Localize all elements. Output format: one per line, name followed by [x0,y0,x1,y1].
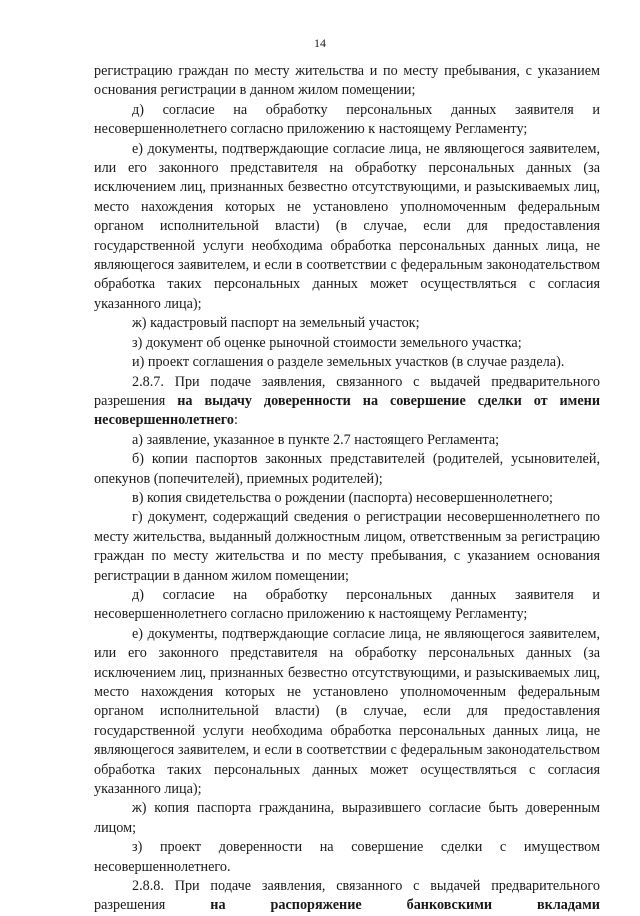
paragraph: ж) копия паспорта гражданина, выразившего согласие быть доверенным лицом; [94,800,600,836]
paragraph-tail: : [233,412,238,429]
document-body [94,62,600,916]
page-number: 14 [314,36,326,50]
paragraph: е) документы, подтверждающие согласие лица, не являющегося заявителем, или его законного представителя на обработку персональных данных (за исключением лиц, признанных безвестно отсутствующими, и разыскиваемых лиц, место нахождения которых не установлено уполномоченным федеральным органом исполнительной власти) (в случае, если для предоставления государственной услуги необходима обработка персональных данных лица, не являющегося заявителем, и если в соответствии с федеральным законодательством обработка таких персональных данных может осуществляться с согласия указанного лица); [94,625,600,798]
paragraph: а) заявление, указанное в пункте 2.7 настоящего Регламента; [132,431,500,448]
paragraph: е) документы, подтверждающие согласие лица, не являющегося заявителем, или его законного представителя на обработку персональных данных (за исключением лиц, признанных безвестно отсутствующими, и разыскиваемых лиц, место нахождения которых не установлено уполномоченным федеральным органом исполнительной власти) (в случае, если для предоставления государственной услуги необходима обработка персональных данных лица, не являющегося заявителем, и если в соответствии с федеральным законодательством обработка таких персональных данных может осуществляться с согласия указанного лица); [94,140,600,312]
paragraph: з) документ об оценке рыночной стоимости земельного участка; [132,334,522,351]
paragraph-lead: 2.8.8. При подаче заявления, связанного с выдачей предварительного разрешения [94,878,600,914]
paragraph: ж) кадастровый паспорт на земельный участок; [132,315,420,332]
paragraph: д) согласие на обработку персональных данных заявителя и несовершеннолетнего согласно приложению к настоящему Регламенту; [94,586,600,623]
paragraph-emphasis: на выдачу доверенности на совершение сделки от имени несовершеннолетнего [94,392,600,429]
paragraph: б) копии паспортов законных представителей (родителей, усыновителей, опекунов (попечителей), приемных родителей); [94,451,600,487]
paragraph-2-8-7 [94,373,600,431]
paragraph: з) проект доверенности на совершение сделки с имуществом несовершеннолетнего. [94,839,600,875]
paragraph: г) документ, содержащий сведения о регистрации несовершеннолетнего по месту жительства, выданный должностным лицом, ответственным за регистрацию граждан по месту жительства и по месту пребывания, с указанием основания регистрации в данном жилом помещении; [94,509,600,584]
paragraph-lead: 2.8.7. При подаче заявления, связанного с выдачей предварительного разрешения [94,373,600,409]
paragraph-emphasis: на распоряжение банковскими вкладами [210,897,600,914]
paragraph: д) согласие на обработку персональных данных заявителя и несовершеннолетнего согласно приложению к настоящему Регламенту; [94,101,600,138]
paragraph: регистрацию граждан по месту жительства и по месту пребывания, с указанием основания регистрации в данном жилом помещении; [94,63,600,99]
paragraph: и) проект соглашения о разделе земельных участков (в случае раздела). [132,354,565,371]
paragraph: в) копия свидетельства о рождении (паспорта) несовершеннолетнего; [132,489,553,506]
paragraph-2-8-8 [94,877,600,916]
